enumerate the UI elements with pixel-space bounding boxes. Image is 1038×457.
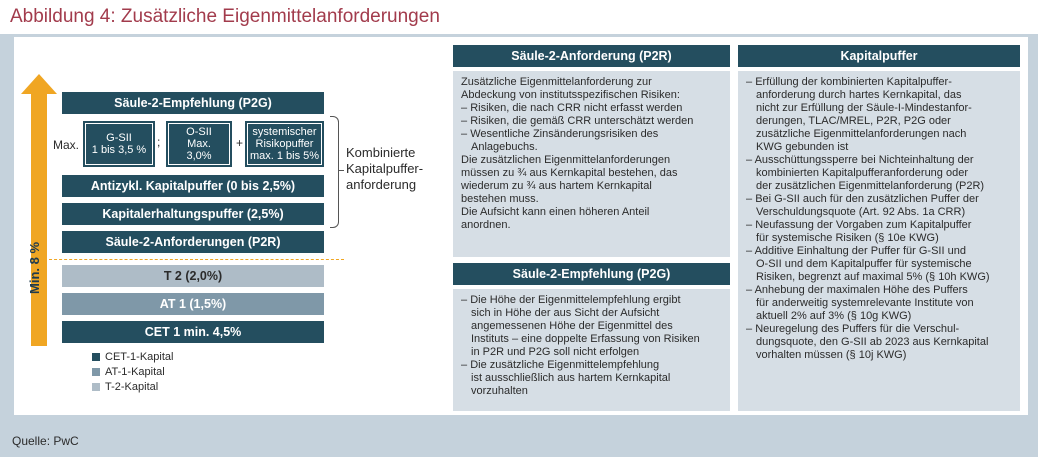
kp-item-6-line-3: aktuell 2% auf 3% (§ 10g KWG) — [756, 310, 912, 322]
box-srb — [245, 121, 324, 167]
bar-cet1: CET 1 min. 4,5% — [62, 321, 324, 343]
p2r-para2-2: anordnen. — [461, 219, 511, 231]
kp-item-5-line-2: O-SII und dem Kapitalpuffer für systemische — [756, 258, 972, 270]
kombinierte-line-1: Kombinierte — [346, 145, 416, 160]
kp-item-3-line-1: – Bei G-SII auch für den zusätzlichen Puffer der — [746, 193, 1012, 206]
legend-cet1 — [92, 351, 173, 363]
legend-swatch-at1 — [92, 368, 100, 376]
bar-p2g: Säule-2-Empfehlung (P2G) — [62, 92, 324, 114]
plus-sign: + — [236, 136, 244, 150]
p2g-item-2-l2: ist ausschließlich aus hartem Kernkapital — [471, 372, 671, 384]
semicolon: ; — [157, 135, 161, 149]
dashed-divider — [44, 259, 344, 260]
p2r-para1-1: Die zusätzlichen Eigenmittelanforderungen — [461, 154, 671, 166]
kp-item-6-line-2: für anderweitig systemrelevante Institute von — [756, 297, 974, 309]
kp-item-7-line-3: vorhalten müssen (§ 10j KWG) — [756, 349, 907, 361]
kp-item-2-line-3: der zusätzlichen Eigenmittelanforderung (P2R) — [756, 180, 985, 192]
p2r-intro-1: Zusätzliche Eigenmittelanforderung zur — [461, 76, 652, 88]
kp-body — [738, 71, 1020, 411]
osii-line-2: Max. — [187, 138, 211, 150]
kp-item-5-line-3: Risiken, begrenzt auf maximal 5% (§ 10h KWG) — [756, 271, 990, 283]
p2g-item-1-l3: angemessenen Höhe der Eigenmittel des — [471, 320, 673, 332]
gsii-line-2: 1 bis 3,5 % — [91, 144, 147, 156]
kombinierte-label — [346, 145, 423, 193]
arrow-shaft — [31, 92, 47, 346]
kp-item-3-line-2: Verschuldungsquote (Art. 92 Abs. 1a CRR) — [756, 206, 966, 218]
p2g-item-1-l2: sich in Höhe der aus Sicht der Aufsicht — [471, 307, 660, 319]
legend-t2 — [92, 381, 158, 393]
p2r-body — [453, 71, 730, 257]
legend-label-at1: AT-1-Kapital — [105, 366, 165, 378]
osii-line-3: 3,0% — [186, 150, 212, 162]
kp-item-1-line-1: – Erfüllung der kombinierten Kapitalpuffer- — [746, 76, 1012, 89]
p2g-body — [453, 289, 730, 411]
bar-at1: AT 1 (1,5%) — [62, 293, 324, 315]
srb-line-3: max. 1 bis 5% — [249, 150, 320, 162]
footer-bar — [0, 425, 1038, 457]
p2g-item-1-l1: – Die Höhe der Eigenmittelempfehlung ergibt — [461, 294, 722, 307]
brace-tick — [338, 170, 344, 171]
bar-kapitalerhaltung: Kapitalerhaltungspuffer (2,5%) — [62, 203, 324, 225]
p2r-item-1: – Risiken, die nach CRR nicht erfasst werden — [461, 102, 722, 115]
box-osii — [166, 121, 232, 167]
kp-item-1-line-6: KWG gebunden ist — [756, 141, 849, 153]
p2g-item-2-l1: – Die zusätzliche Eigenmittelempfehlung — [461, 359, 722, 372]
kp-item-2-line-2: kombinierten Kapitalpufferanforderung oder — [756, 167, 968, 179]
p2r-intro-2: Abdeckung von institutsspezifischen Risiken: — [461, 89, 680, 101]
srb-line-1: systemischer — [252, 126, 317, 138]
legend-label-cet1: CET-1-Kapital — [105, 351, 174, 363]
kombinierte-line-2: Kapitalpuffer- — [346, 161, 424, 176]
legend-label-t2: T-2-Kapital — [105, 381, 159, 393]
p2g-item-1-l4: Instituts – eine doppelte Erfassung von Risiken — [471, 333, 700, 345]
srb-line-2: Risikopuffer — [255, 138, 314, 150]
kombinierte-line-3: anforderung — [346, 177, 417, 192]
max-label: Max. — [53, 138, 80, 152]
kp-item-2-line-1: – Ausschüttungssperre bei Nichteinhaltung der — [746, 154, 1012, 167]
kp-list — [746, 76, 1012, 362]
arrow-label: Min. 8 % — [27, 241, 42, 294]
p2r-header: Säule-2-Anforderung (P2R) — [453, 45, 730, 67]
legend-swatch-cet1 — [92, 353, 100, 361]
p2r-para1-4: bestehen muss. — [461, 193, 539, 205]
kp-item-4-line-2: für systemische Risiken (§ 10e KWG) — [756, 232, 939, 244]
box-gsii — [83, 121, 155, 167]
p2g-item-1-l5: in P2R und P2G soll nicht erfolgen — [471, 346, 640, 358]
p2r-item-3-cont: Anlagebuchs. — [471, 141, 538, 153]
kp-item-1-line-3: nicht zur Erfüllung der Säule-I-Mindestanfor- — [756, 102, 972, 114]
kp-item-5-line-1: – Additive Einhaltung der Puffer für G-SII und — [746, 245, 1012, 258]
kp-item-7-line-1: – Neuregelung des Puffers für die Verschul- — [746, 323, 1012, 336]
kp-item-6-line-1: – Anhebung der maximalen Höhe des Puffers — [746, 284, 1012, 297]
bar-t2: T 2 (2,0%) — [62, 265, 324, 287]
bar-antizyklisch: Antizykl. Kapitalpuffer (0 bis 2,5%) — [62, 175, 324, 197]
p2g-item-2-l3: vorzuhalten — [471, 385, 528, 397]
gsii-line-1: G-SII — [106, 132, 132, 144]
p2r-item-2: – Risiken, die gemäß CRR unterschätzt werden — [461, 115, 722, 128]
arrow-up-icon — [21, 74, 57, 94]
kp-item-1-line-4: derungen, TLAC/MREL, P2R, P2G oder — [756, 115, 951, 127]
p2g-list — [461, 294, 722, 398]
p2r-item-3: – Wesentliche Zinsänderungsrisiken des — [461, 128, 722, 141]
p2r-para1-3: wiederum zu ¾ aus hartem Kernkapital — [461, 180, 652, 192]
kp-item-1-line-5: zusätzliche Eigenmittelanforderungen nach — [756, 128, 967, 140]
kp-header: Kapitalpuffer — [738, 45, 1020, 67]
p2r-list — [461, 102, 722, 154]
p2r-para1-2: müssen zu ¾ aus Kernkapital bestehen, das — [461, 167, 678, 179]
figure-title: Abbildung 4: Zusätzliche Eigenmittelanforderungen — [10, 6, 440, 27]
p2r-para2-1: Die Aufsicht kann einen höheren Anteil — [461, 206, 650, 218]
kp-item-1-line-2: anforderung durch hartes Kernkapital, das — [756, 89, 962, 101]
osii-line-1: O-SII — [186, 126, 212, 138]
source-note: Quelle: PwC — [12, 434, 79, 448]
p2g-header: Säule-2-Empfehlung (P2G) — [453, 263, 730, 285]
kp-item-4-line-1: – Neufassung der Vorgaben zum Kapitalpuffer — [746, 219, 1012, 232]
kp-item-7-line-2: dungsquote, den G-SII ab 2023 aus Kernkapital — [756, 336, 989, 348]
legend-swatch-t2 — [92, 383, 100, 391]
legend-at1 — [92, 366, 165, 378]
bar-p2r: Säule-2-Anforderungen (P2R) — [62, 231, 324, 253]
brace — [330, 116, 339, 228]
